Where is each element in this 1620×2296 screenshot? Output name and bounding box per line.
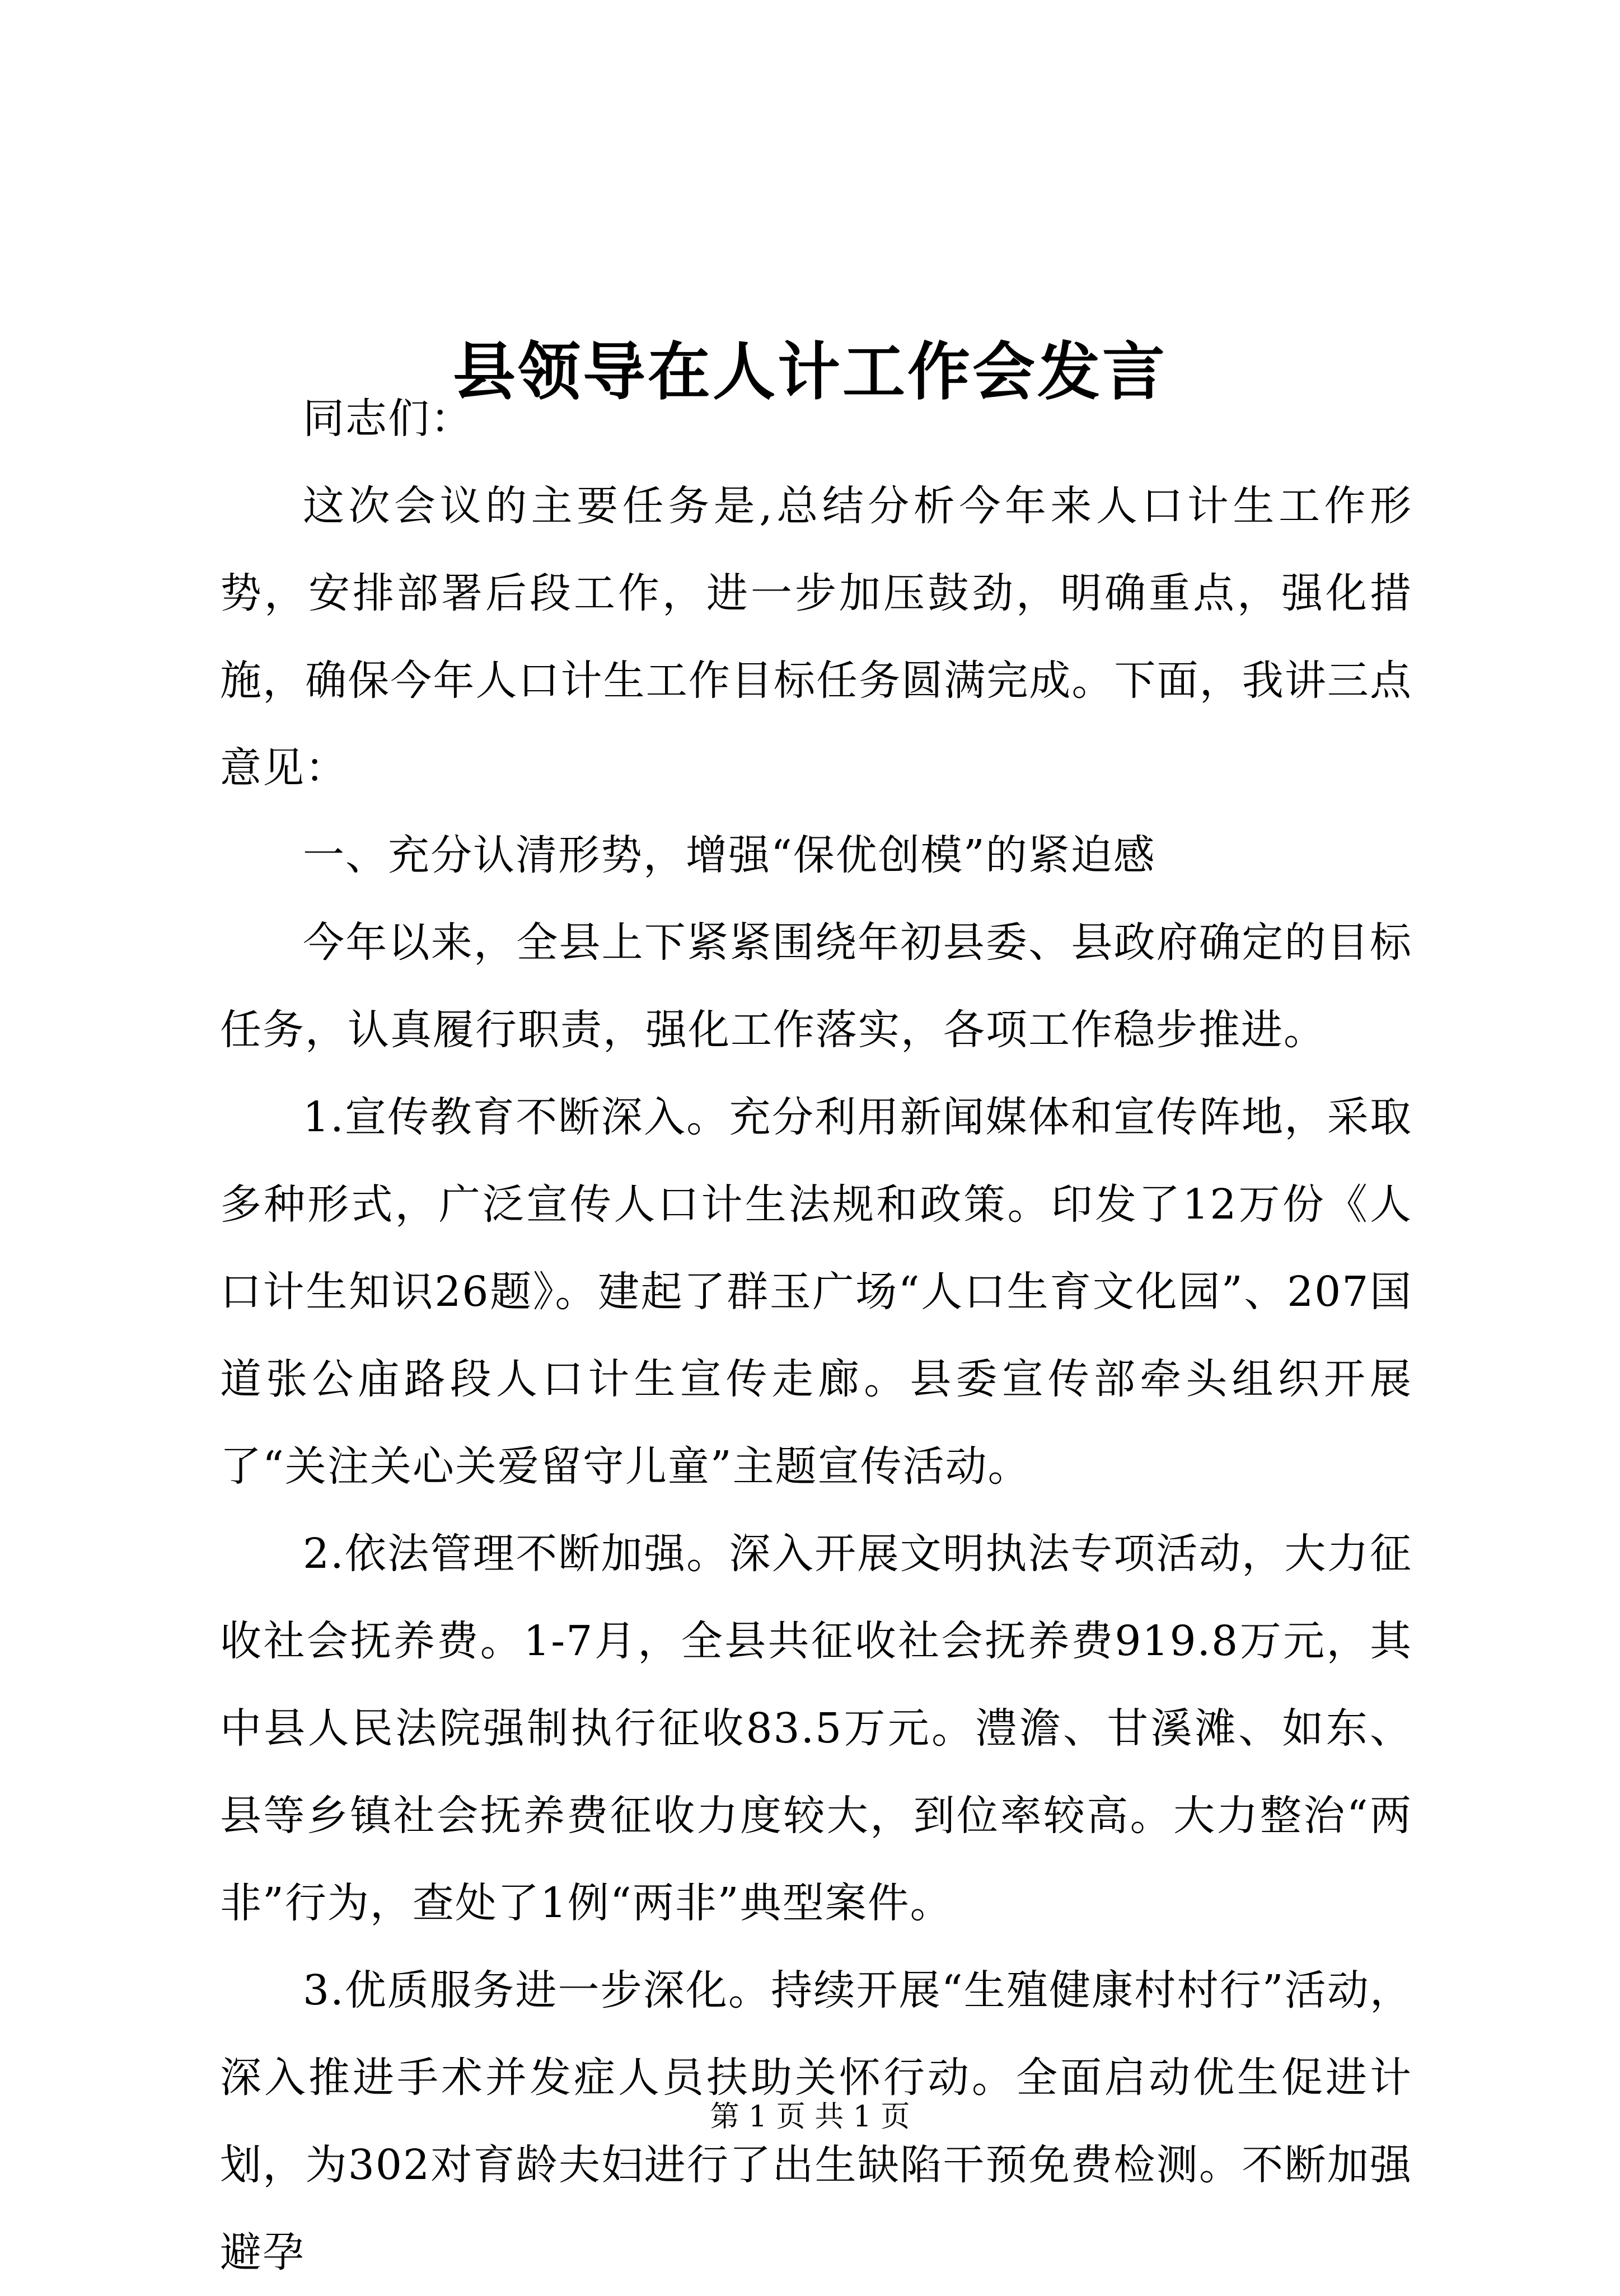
salutation-paragraph: 同志们： [303, 395, 473, 443]
document-body [220, 375, 1412, 2296]
body-paragraph: 今年以来，全县上下紧紧围绕年初县委、县政府确定的目标任务，认真履行职责，强化工作落实，各项工作稳步推进。 [220, 919, 1412, 1054]
body-paragraph: 3.优质服务进一步深化。持续开展“生殖健康村村行”活动，深入推进手术并发症人员扶助关怀行动。全面启动优生促进计划，为302对育龄夫妇进行了出生缺陷干预免费检测。不断加强避孕 [220, 1966, 1412, 2276]
intro-paragraph: 这次会议的主要任务是,总结分析今年来人口计生工作形势，安排部署后段工作，进一步加压鼓劲，明确重点，强化措施，确保今年人口计生工作目标任务圆满完成。下面，我讲三点意见： [220, 482, 1412, 792]
body-paragraph: 2.依法管理不断加强。深入开展文明执法专项活动，大力征收社会抚养费。1-7月，全县共征收社会抚养费919.8万元，其中县人民法院强制执行征收83.5万元。澧澹、甘溪滩、如东、县等乡镇社会抚养费征收力度较大，到位率较高。大力整治“两非”行为，查处了1例“两非”典型案件。 [220, 1530, 1412, 1927]
section-heading: 一、充分认清形势，增强“保优创模”的紧迫感 [303, 831, 1156, 879]
document-title: 县领导在人计工作会发言 [453, 335, 1167, 409]
page-footer: 第 1 页 共 1 页 [710, 2100, 910, 2134]
body-paragraph: 1.宣传教育不断深入。充分利用新闻媒体和宣传阵地，采取多种形式，广泛宣传人口计生法规和政策。印发了12万份《人口计生知识26题》。建起了群玉广场“人口生育文化园”、207国道张公庙路段人口计生宣传走廊。县委宣传部牵头组织开展了“关注关心关爱留守儿童”主题宣传活动。 [220, 1093, 1412, 1491]
